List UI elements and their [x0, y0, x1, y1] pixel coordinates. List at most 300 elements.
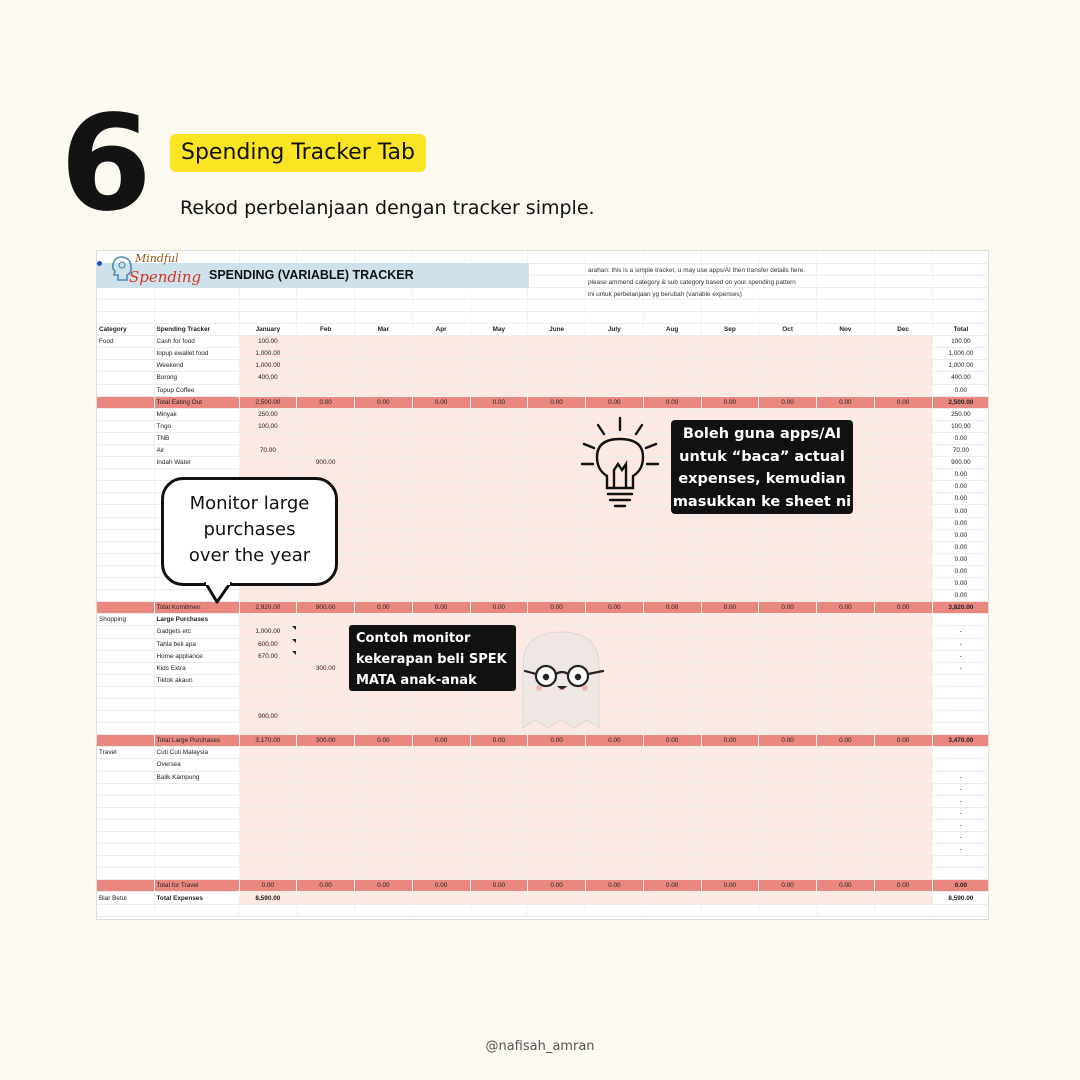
table-cell[interactable] [586, 795, 644, 807]
table-cell[interactable]: 100.00 [932, 336, 989, 348]
table-cell[interactable] [297, 372, 355, 384]
table-cell[interactable] [297, 408, 355, 420]
table-cell[interactable] [932, 747, 989, 759]
table-cell[interactable] [817, 698, 875, 710]
table-cell[interactable]: 2,920.00 [239, 602, 297, 614]
table-cell[interactable] [759, 360, 817, 372]
table-cell[interactable] [586, 783, 644, 795]
table-cell[interactable]: - [932, 844, 989, 856]
table-cell[interactable] [297, 832, 355, 844]
table-cell[interactable] [643, 541, 701, 553]
table-cell[interactable]: 0.00 [239, 880, 297, 892]
table-cell[interactable] [528, 432, 586, 444]
table-cell[interactable] [97, 904, 154, 916]
table-cell[interactable] [412, 590, 470, 602]
table-cell[interactable] [528, 263, 586, 275]
table-cell[interactable] [759, 686, 817, 698]
table-cell[interactable]: 1,000.00 [239, 360, 297, 372]
table-cell[interactable] [412, 517, 470, 529]
table-cell[interactable]: 400.00 [932, 372, 989, 384]
table-cell[interactable] [355, 360, 413, 372]
table-cell[interactable] [470, 759, 528, 771]
table-cell[interactable] [874, 432, 932, 444]
table-cell[interactable] [874, 469, 932, 481]
table-cell[interactable] [874, 348, 932, 360]
table-cell[interactable] [239, 832, 297, 844]
table-cell[interactable] [97, 457, 154, 469]
table-cell[interactable]: 0.00 [470, 602, 528, 614]
table-cell[interactable] [297, 759, 355, 771]
column-header[interactable]: Mar [355, 324, 413, 336]
table-cell[interactable] [470, 565, 528, 577]
table-cell[interactable]: 250.00 [239, 408, 297, 420]
table-cell[interactable] [817, 832, 875, 844]
table-cell[interactable]: 250.00 [932, 408, 989, 420]
table-cell[interactable] [874, 336, 932, 348]
table-cell[interactable]: 0.00 [701, 602, 759, 614]
table-cell[interactable]: 70.00 [932, 445, 989, 457]
table-cell[interactable] [874, 384, 932, 396]
table-cell[interactable] [239, 783, 297, 795]
table-cell[interactable] [412, 360, 470, 372]
table-cell[interactable] [97, 517, 154, 529]
table-cell[interactable] [643, 336, 701, 348]
table-cell[interactable] [470, 420, 528, 432]
table-cell[interactable] [701, 311, 759, 323]
table-cell[interactable]: 0.00 [528, 602, 586, 614]
table-cell[interactable] [759, 832, 817, 844]
table-cell[interactable] [817, 372, 875, 384]
table-cell[interactable] [297, 771, 355, 783]
table-cell[interactable] [643, 783, 701, 795]
table-cell[interactable]: - [932, 832, 989, 844]
table-cell[interactable] [701, 868, 759, 880]
table-cell[interactable] [470, 771, 528, 783]
table-cell[interactable] [412, 311, 470, 323]
table-cell[interactable]: 0.00 [817, 880, 875, 892]
table-cell[interactable]: Gadgets etc [154, 626, 239, 638]
table-cell[interactable]: 0.00 [759, 735, 817, 747]
table-cell[interactable] [643, 650, 701, 662]
table-cell[interactable] [817, 904, 875, 916]
table-cell[interactable] [355, 384, 413, 396]
table-cell[interactable] [412, 832, 470, 844]
table-cell[interactable] [297, 783, 355, 795]
table-cell[interactable] [759, 311, 817, 323]
table-cell[interactable] [97, 372, 154, 384]
table-cell[interactable] [528, 747, 586, 759]
table-cell[interactable]: Travel [97, 747, 154, 759]
table-cell[interactable] [239, 844, 297, 856]
table-cell[interactable]: - [932, 662, 989, 674]
table-cell[interactable] [154, 819, 239, 831]
table-cell[interactable] [528, 832, 586, 844]
table-cell[interactable]: Kids Extra [154, 662, 239, 674]
table-cell[interactable] [97, 662, 154, 674]
table-cell[interactable] [586, 747, 644, 759]
table-cell[interactable] [643, 771, 701, 783]
table-cell[interactable] [297, 360, 355, 372]
table-cell[interactable] [97, 578, 154, 590]
table-cell[interactable] [874, 517, 932, 529]
table-cell[interactable] [759, 759, 817, 771]
table-cell[interactable] [412, 469, 470, 481]
table-cell[interactable] [874, 408, 932, 420]
table-cell[interactable]: 0.00 [932, 880, 989, 892]
table-cell[interactable] [817, 868, 875, 880]
table-cell[interactable] [874, 662, 932, 674]
table-cell[interactable] [874, 686, 932, 698]
table-cell[interactable] [470, 844, 528, 856]
table-cell[interactable] [297, 819, 355, 831]
table-cell[interactable]: 0.00 [528, 396, 586, 408]
table-cell[interactable] [759, 698, 817, 710]
table-cell[interactable] [297, 348, 355, 360]
table-cell[interactable] [817, 348, 875, 360]
table-cell[interactable]: 0.00 [701, 880, 759, 892]
table-cell[interactable]: 300.00 [297, 662, 355, 674]
table-cell[interactable] [932, 759, 989, 771]
table-cell[interactable] [874, 650, 932, 662]
table-cell[interactable] [643, 590, 701, 602]
table-cell[interactable] [412, 807, 470, 819]
table-cell[interactable] [874, 868, 932, 880]
table-cell[interactable] [154, 287, 239, 299]
table-cell[interactable]: 0.00 [586, 602, 644, 614]
table-cell[interactable] [239, 674, 297, 686]
table-cell[interactable] [759, 819, 817, 831]
table-cell[interactable] [528, 856, 586, 868]
table-cell[interactable]: 0.00 [412, 602, 470, 614]
table-cell[interactable] [297, 686, 355, 698]
table-cell[interactable] [643, 384, 701, 396]
table-cell[interactable]: Minyak [154, 408, 239, 420]
table-cell[interactable] [355, 892, 413, 904]
table-cell[interactable]: 8,590.00 [239, 892, 297, 904]
table-cell[interactable] [643, 807, 701, 819]
table-cell[interactable] [470, 795, 528, 807]
table-cell[interactable] [297, 856, 355, 868]
table-cell[interactable]: Balik Kampung [154, 771, 239, 783]
table-cell[interactable]: 0.00 [586, 396, 644, 408]
table-cell[interactable] [759, 590, 817, 602]
table-cell[interactable] [643, 723, 701, 735]
table-cell[interactable]: 1,000.00 [932, 360, 989, 372]
table-cell[interactable]: 0.00 [817, 396, 875, 408]
table-cell[interactable] [97, 590, 154, 602]
table-cell[interactable] [643, 348, 701, 360]
table-cell[interactable] [759, 771, 817, 783]
table-cell[interactable] [528, 275, 586, 287]
table-cell[interactable] [643, 251, 701, 263]
table-cell[interactable] [528, 807, 586, 819]
table-cell[interactable] [759, 541, 817, 553]
table-cell[interactable] [355, 311, 413, 323]
table-cell[interactable] [528, 384, 586, 396]
table-cell[interactable] [874, 807, 932, 819]
table-cell[interactable] [586, 892, 644, 904]
table-cell[interactable] [470, 432, 528, 444]
table-cell[interactable] [239, 904, 297, 916]
table-cell[interactable] [528, 614, 586, 626]
table-cell[interactable] [97, 348, 154, 360]
table-cell[interactable] [97, 771, 154, 783]
table-cell[interactable] [817, 759, 875, 771]
table-cell[interactable] [470, 505, 528, 517]
table-cell[interactable] [470, 311, 528, 323]
table-cell[interactable] [643, 832, 701, 844]
column-header[interactable]: July [586, 324, 644, 336]
table-cell[interactable] [817, 747, 875, 759]
table-cell[interactable] [239, 868, 297, 880]
table-cell[interactable] [817, 711, 875, 723]
table-cell[interactable]: 900.00 [239, 711, 297, 723]
table-cell[interactable] [586, 832, 644, 844]
table-cell[interactable] [643, 578, 701, 590]
table-cell[interactable]: 900.00 [932, 457, 989, 469]
table-cell[interactable]: 0.00 [412, 396, 470, 408]
table-cell[interactable] [297, 432, 355, 444]
table-cell[interactable]: 0.00 [586, 735, 644, 747]
table-cell[interactable]: 670.00 [239, 650, 297, 662]
table-cell[interactable]: 600.00 [239, 638, 297, 650]
table-cell[interactable] [97, 445, 154, 457]
column-header[interactable]: Feb [297, 324, 355, 336]
table-cell[interactable]: Air [154, 445, 239, 457]
table-cell[interactable]: 0.00 [470, 396, 528, 408]
table-cell[interactable] [586, 856, 644, 868]
table-cell[interactable]: 0.00 [586, 880, 644, 892]
table-cell[interactable] [759, 868, 817, 880]
table-cell[interactable] [701, 674, 759, 686]
table-cell[interactable] [874, 626, 932, 638]
table-cell[interactable] [470, 384, 528, 396]
table-cell[interactable] [470, 832, 528, 844]
table-cell[interactable]: Food [97, 336, 154, 348]
table-cell[interactable] [759, 711, 817, 723]
table-cell[interactable] [874, 892, 932, 904]
table-cell[interactable]: 0.00 [932, 578, 989, 590]
table-cell[interactable] [874, 493, 932, 505]
table-cell[interactable] [586, 590, 644, 602]
table-cell[interactable] [874, 481, 932, 493]
table-cell[interactable] [528, 892, 586, 904]
table-cell[interactable] [355, 457, 413, 469]
table-cell[interactable] [701, 783, 759, 795]
table-cell[interactable] [528, 590, 586, 602]
table-cell[interactable] [528, 771, 586, 783]
table-cell[interactable] [97, 541, 154, 553]
table-cell[interactable] [154, 311, 239, 323]
table-cell[interactable]: 0.00 [932, 553, 989, 565]
table-cell[interactable] [297, 299, 355, 311]
table-cell[interactable]: 2,500.00 [932, 396, 989, 408]
table-cell[interactable] [701, 698, 759, 710]
table-cell[interactable] [239, 251, 297, 263]
table-cell[interactable] [470, 541, 528, 553]
table-cell[interactable] [239, 686, 297, 698]
table-cell[interactable]: 1,000.00 [239, 348, 297, 360]
table-cell[interactable]: Tahla beli apa [154, 638, 239, 650]
table-cell[interactable] [643, 892, 701, 904]
table-cell[interactable] [586, 529, 644, 541]
table-cell[interactable] [759, 384, 817, 396]
table-cell[interactable] [97, 686, 154, 698]
table-cell[interactable] [759, 517, 817, 529]
table-cell[interactable] [701, 662, 759, 674]
table-cell[interactable] [412, 251, 470, 263]
table-cell[interactable] [355, 348, 413, 360]
table-cell[interactable] [297, 674, 355, 686]
table-cell[interactable] [97, 880, 154, 892]
table-cell[interactable]: 0.00 [355, 396, 413, 408]
table-cell[interactable] [154, 795, 239, 807]
table-cell[interactable] [586, 384, 644, 396]
table-cell[interactable] [154, 711, 239, 723]
table-cell[interactable] [932, 251, 989, 263]
table-cell[interactable] [470, 517, 528, 529]
table-cell[interactable] [355, 529, 413, 541]
table-cell[interactable] [239, 384, 297, 396]
table-cell[interactable] [528, 287, 586, 299]
table-cell[interactable] [643, 747, 701, 759]
table-cell[interactable] [701, 384, 759, 396]
table-cell[interactable] [97, 674, 154, 686]
table-cell[interactable] [817, 263, 875, 275]
table-cell[interactable] [643, 698, 701, 710]
table-cell[interactable] [643, 844, 701, 856]
table-cell[interactable] [97, 602, 154, 614]
table-cell[interactable] [701, 541, 759, 553]
table-cell[interactable] [470, 783, 528, 795]
table-cell[interactable] [759, 723, 817, 735]
table-cell[interactable] [701, 614, 759, 626]
table-cell[interactable] [586, 311, 644, 323]
table-cell[interactable] [701, 892, 759, 904]
column-header[interactable]: Category [97, 324, 154, 336]
table-cell[interactable] [817, 614, 875, 626]
table-cell[interactable] [154, 783, 239, 795]
table-cell[interactable] [874, 553, 932, 565]
table-cell[interactable] [528, 529, 586, 541]
table-cell[interactable] [643, 795, 701, 807]
table-cell[interactable] [643, 868, 701, 880]
table-cell[interactable] [412, 287, 470, 299]
table-cell[interactable] [470, 590, 528, 602]
table-cell[interactable] [470, 457, 528, 469]
table-cell[interactable]: 0.00 [874, 396, 932, 408]
table-cell[interactable] [239, 299, 297, 311]
table-cell[interactable] [586, 771, 644, 783]
table-cell[interactable] [874, 771, 932, 783]
table-cell[interactable] [470, 287, 528, 299]
table-cell[interactable] [643, 517, 701, 529]
table-cell[interactable] [817, 783, 875, 795]
table-cell[interactable] [643, 529, 701, 541]
table-cell[interactable] [643, 819, 701, 831]
table-cell[interactable] [817, 578, 875, 590]
table-cell[interactable] [97, 529, 154, 541]
table-cell[interactable] [528, 759, 586, 771]
table-cell[interactable] [874, 783, 932, 795]
table-cell[interactable] [586, 759, 644, 771]
table-cell[interactable] [297, 795, 355, 807]
table-cell[interactable] [701, 517, 759, 529]
table-cell[interactable]: - [932, 650, 989, 662]
table-cell[interactable] [355, 868, 413, 880]
table-cell[interactable] [874, 529, 932, 541]
table-cell[interactable] [817, 819, 875, 831]
table-cell[interactable]: - [932, 626, 989, 638]
table-cell[interactable] [817, 275, 875, 287]
table-cell[interactable] [817, 565, 875, 577]
table-cell[interactable] [470, 469, 528, 481]
table-cell[interactable] [470, 904, 528, 916]
table-cell[interactable] [874, 747, 932, 759]
table-cell[interactable] [97, 832, 154, 844]
table-cell[interactable] [874, 832, 932, 844]
table-cell[interactable] [932, 698, 989, 710]
table-cell[interactable] [97, 565, 154, 577]
table-cell[interactable] [874, 698, 932, 710]
table-cell[interactable] [97, 360, 154, 372]
table-cell[interactable]: 900.00 [297, 602, 355, 614]
table-cell[interactable]: Biar Betul [97, 892, 154, 904]
table-cell[interactable] [412, 348, 470, 360]
table-cell[interactable] [643, 662, 701, 674]
table-cell[interactable]: 0.00 [932, 432, 989, 444]
table-cell[interactable] [586, 372, 644, 384]
table-cell[interactable] [759, 783, 817, 795]
table-cell[interactable] [759, 638, 817, 650]
table-cell[interactable]: 0.00 [355, 880, 413, 892]
table-cell[interactable] [355, 287, 413, 299]
table-cell[interactable] [874, 372, 932, 384]
table-cell[interactable] [817, 638, 875, 650]
table-cell[interactable] [355, 578, 413, 590]
table-cell[interactable] [643, 686, 701, 698]
table-cell[interactable] [932, 263, 989, 275]
table-cell[interactable] [874, 251, 932, 263]
table-cell[interactable] [817, 650, 875, 662]
table-cell[interactable] [97, 287, 154, 299]
table-cell[interactable] [154, 698, 239, 710]
table-cell[interactable]: Total Large Purchases [154, 735, 239, 747]
table-cell[interactable] [932, 904, 989, 916]
table-cell[interactable] [154, 299, 239, 311]
table-cell[interactable] [528, 445, 586, 457]
table-cell[interactable] [643, 311, 701, 323]
table-cell[interactable] [643, 638, 701, 650]
table-cell[interactable]: Total Expenses [154, 892, 239, 904]
table-cell[interactable] [97, 698, 154, 710]
table-cell[interactable] [528, 299, 586, 311]
table-cell[interactable]: 0.00 [874, 735, 932, 747]
table-cell[interactable] [701, 638, 759, 650]
table-cell[interactable] [586, 553, 644, 565]
table-cell[interactable] [874, 614, 932, 626]
table-cell[interactable] [874, 275, 932, 287]
table-cell[interactable] [586, 348, 644, 360]
table-cell[interactable]: 0.00 [643, 602, 701, 614]
table-cell[interactable]: Indah Water [154, 457, 239, 469]
table-cell[interactable] [154, 807, 239, 819]
table-cell[interactable] [412, 783, 470, 795]
table-cell[interactable] [97, 299, 154, 311]
table-cell[interactable] [586, 541, 644, 553]
table-cell[interactable] [355, 807, 413, 819]
table-cell[interactable] [817, 541, 875, 553]
